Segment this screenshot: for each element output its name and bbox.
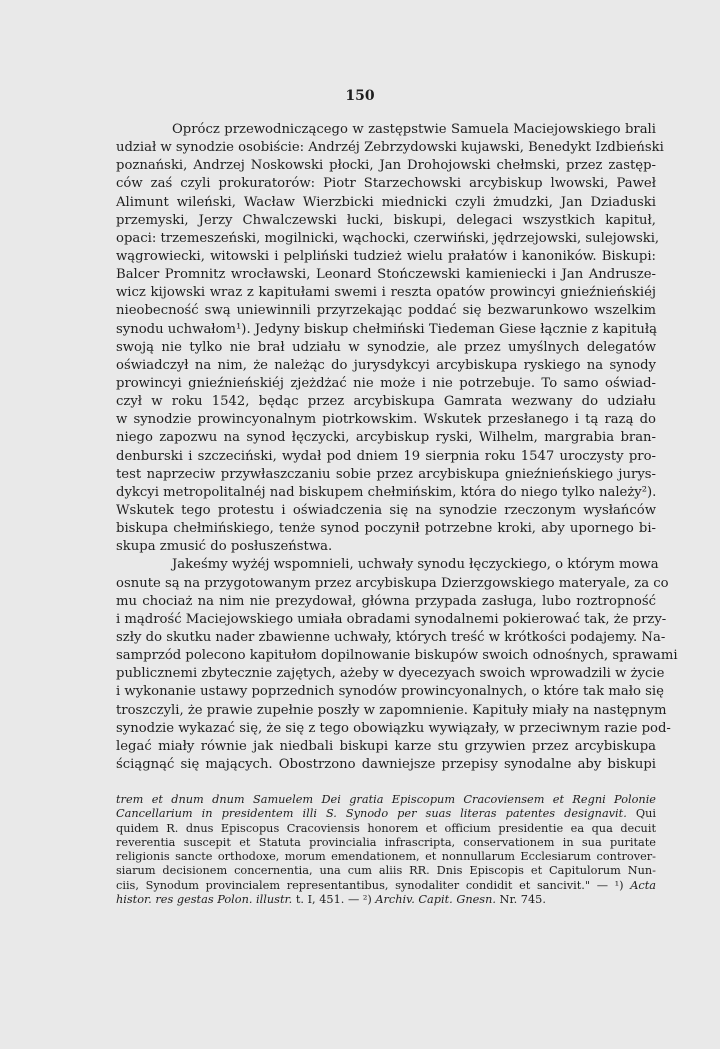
text-line: denburski i szczeciński, wydał pod dniem 19 sierpnia roku 1547 uroczysty pro-: [116, 448, 656, 464]
footnote-line: [116, 893, 656, 907]
footnote-line: [116, 864, 656, 878]
text-line: mu chociaż na nim nie prezydował, główna przypada zasługa, lubo roztropność: [116, 593, 656, 609]
text-line: opaci: trzemeszeński, mogilnicki, wąchocki, czerwiński, jędrzejowski, sulejowski,: [116, 230, 660, 246]
footnote-text: Qui: [626, 807, 656, 821]
body-text: [116, 121, 678, 774]
footnote-text: quidem R. dnus Episcopus Cracoviensis honorem et officium presidentie ea qua decuit: [116, 821, 656, 835]
footnote-italic-text: Acta: [630, 878, 656, 892]
footnote-text: Nr. 745.: [495, 893, 546, 907]
text-line: ściągnąć się mających. Obostrzono dawniejsze przepisy synodalne aby biskupi: [116, 756, 656, 772]
text-line: ców zaś czyli prokuratorów: Piotr Starzechowski arcybiskup lwowski, Paweł: [116, 176, 656, 192]
footnote-italic-text: histor. res gestas Polon. illustr.: [116, 893, 293, 907]
text-line: szły do skutku nader zbawienne uchwały, których treść w krótkości podajemy. Na-: [116, 629, 666, 645]
text-line: nieobecność swą uniewinnili przyrzekając poddać się bezwarunkowo wszelkim: [116, 303, 656, 319]
footnote-text: ciis, Synodum provincialem representantibus, synodaliter condidit et sancivit." — ¹): [116, 878, 631, 892]
footnote-line: [116, 822, 656, 836]
text-line: biskupa chełmińskiego, tenże synod poczynił potrzebne kroki, aby upornego bi-: [116, 521, 656, 537]
text-line: czył w roku 1542, będąc przez arcybiskupa Gamrata wezwany do udziału: [116, 394, 656, 410]
footnote-line: [116, 850, 656, 864]
text-line: legać miały równie jak niedbali biskupi karze stu grzywien przez arcybiskupa: [116, 738, 656, 754]
text-line: oświadczył na nim, że należąc do jurysdykcyi arcybiskupa ryskiego na synody: [116, 357, 656, 373]
text-line: prowincyi gnieźnieńskiéj zjeżdżać nie może i nie potrzebuje. To samo oświad-: [116, 375, 656, 391]
text-line: swoją nie tylko nie brał udziału w synodzie, ale przez umyślnych delegatów: [116, 339, 656, 355]
text-line: niego zapozwu na synod łęczycki, arcybiskup ryski, Wilhelm, margrabia bran-: [116, 430, 656, 446]
text-line: Wskutek tego protestu i oświadczenia się na synodzie rzeczonym wysłańców: [116, 502, 656, 518]
footnote-text: siarum decisionem concernentia, una cum aliis RR. Dnis Episcopis et Capitulorum Nun-: [116, 864, 656, 878]
text-line: samprzód polecono kapitułom dopilnowanie biskupów swoich odnośnych, sprawami: [116, 648, 678, 664]
text-line: i wykonanie ustawy poprzednich synodów prowincyonalnych, o które tak mało się: [116, 684, 664, 700]
text-line: test naprzeciw przywłaszczaniu sobie przez arcybiskupa gnieźnieńskiego jurys-: [116, 466, 656, 482]
text-line: troszczyli, że prawie zupełnie poszły w zapomnienie. Kapituły miały na następnym: [116, 702, 667, 718]
footnote-text: religionis sancte orthodoxe, morum emendationem, et nonnullarum Ecclesiarum controver-: [116, 850, 656, 864]
text-line: wągrowiecki, witowski i pelpliński tudzież wielu prałatów i kanoników. Biskupi:: [116, 248, 656, 264]
footnote-line: [116, 836, 656, 850]
footnote-italic-text: Cancellarium in presidentem illi S. Synodo per suas literas patentes designavit.: [116, 807, 627, 821]
text-line: w synodzie prowincyonalnym piotrkowskim. Wskutek przesłanego i tą razą do: [116, 412, 656, 428]
text-line: i mądrość Maciejowskiego umiała obradami synodalnemi pokierować tak, że przy-: [116, 611, 667, 627]
footnote-text: t. I, 451. — ²): [292, 893, 376, 907]
text-line: przemyski, Jerzy Chwalczewski łucki, biskupi, delegaci wszystkich kapituł,: [116, 212, 656, 228]
text-line: synodu uchwałom¹). Jedyny biskup chełmiński Tiedeman Giese łącznie z kapitułą: [116, 321, 658, 337]
text-line: publicznemi zbytecznie zajętych, ażeby w dyecezyach swoich wprowadzili w życie: [116, 666, 665, 682]
footnote-line: [116, 879, 656, 893]
text-line: Balcer Promnitz wrocławski, Leonard Stończewski kamieniecki i Jan Andrusze-: [116, 267, 656, 283]
footnote-italic-text: trem et dnum dnum Samuelem Dei gratia Episcopum Cracoviensem et Regni Polonie: [116, 793, 656, 806]
text-line: skupa zmusić do posłuszeństwa.: [116, 539, 333, 555]
text-line: Jakeśmy wyżéj wspomnieli, uchwały synodu łęczyckiego, o którym mowa: [172, 557, 659, 573]
text-line: Alimunt wileński, Wacław Wierzbicki miednicki czyli żmudzki, Jan Dziaduski: [116, 194, 656, 210]
footnote-text: reverentia suscepit et Statuta provincialia infrascripta, conservationem in sua puritate: [116, 835, 656, 849]
text-line: wicz kijowski wraz z kapitułami swemi i reszta opatów prowincyi gnieźnieńskiéj: [116, 285, 656, 301]
text-line: dykcyi metropolitalnéj nad biskupem chełmińskim, która do niego tylko należy²).: [116, 484, 657, 500]
text-line: udział w synodzie osobiście: Andrzéj Zebrzydowski kujawski, Benedykt Izdbieński: [116, 140, 664, 156]
footnote-line: [116, 807, 656, 821]
footnote-italic-text: Archiv. Capit. Gnesn.: [375, 893, 496, 907]
footnote-line: [116, 793, 656, 807]
text-line: synodzie wykazać się, że się z tego obowiązku wywiązały, w przeciwnym razie pod-: [116, 720, 671, 736]
text-line: Oprócz przewodniczącego w zastępstwie Samuela Maciejowskiego brali: [172, 122, 656, 137]
footnotes: [116, 793, 656, 907]
page-number: 150: [345, 88, 375, 104]
text-line: osnute są na przygotowanym przez arcybiskupa Dzierzgowskiego materyale, za co: [116, 575, 669, 591]
text-line: poznański, Andrzej Noskowski płocki, Jan Drohojowski chełmski, przez zastęp-: [116, 158, 656, 174]
